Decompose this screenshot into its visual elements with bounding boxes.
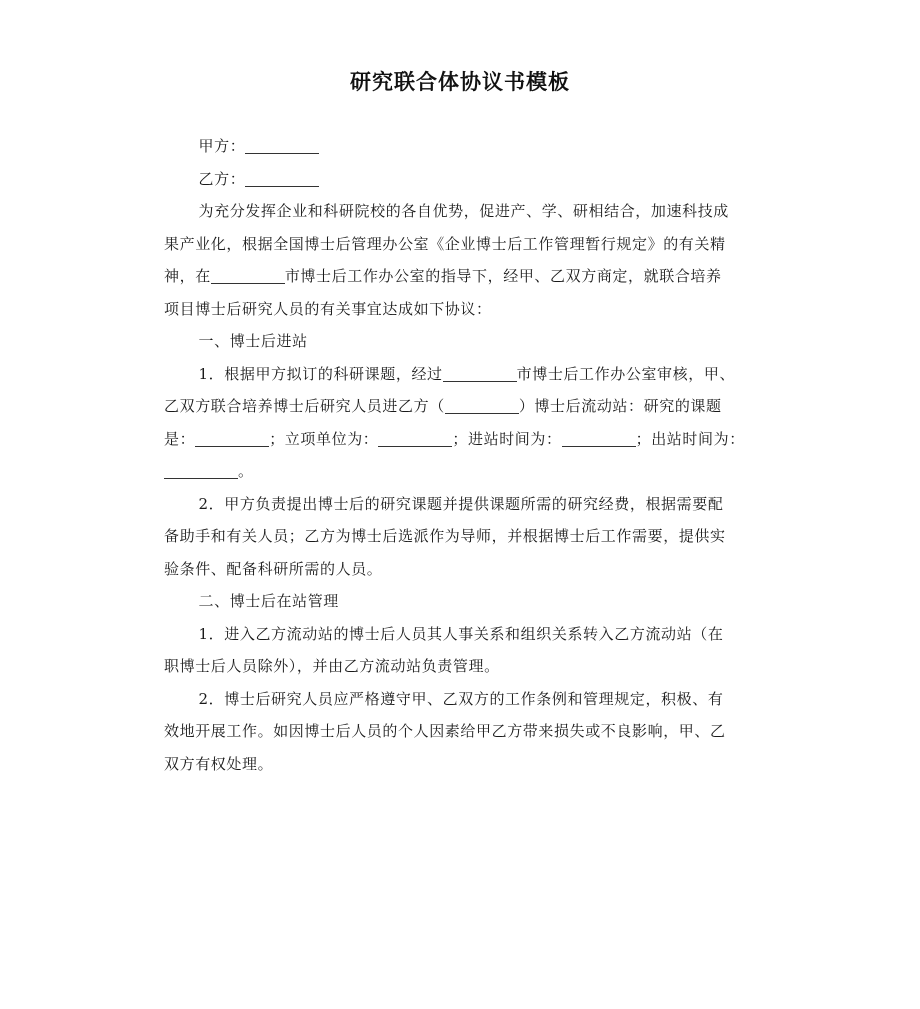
intro-line-3-end: 市博士后工作办公室的指导下，经甲、乙双方商定，就联合培养 — [284, 267, 722, 285]
s1-item2-line-1: 2．甲方负责提出博士后的研究课题并提供课题所需的研究经费，根据需要配 — [198, 494, 724, 513]
intro-line-4: 项目博士后研究人员的有关事宜达成如下协议： — [164, 299, 492, 318]
s1-item1-line-3 — [164, 423, 758, 456]
s2-item1-line-1: 1．进入乙方流动站的博士后人员其人事关系和组织关系转入乙方流动站（在 — [198, 624, 724, 643]
section-1-item-2 — [164, 488, 758, 586]
s2-item2-line-1: 2．博士后研究人员应严格遵守甲、乙双方的工作条例和管理规定，积极、有 — [198, 689, 724, 708]
topic-label: 是： — [164, 429, 196, 448]
s2-item2-line-3: 双方有权处理。 — [164, 754, 274, 773]
intro-line-3-start: 神，在 — [164, 267, 211, 285]
document-body — [164, 130, 758, 780]
section-2-heading: 二、博士后在站管理 — [198, 592, 339, 610]
s2-item1-line-2: 职博士后人员除外），并由乙方流动站负责管理。 — [164, 657, 500, 675]
section-1-item-1 — [164, 358, 758, 488]
s1-item1-line-2-start: 乙双方联合培养博士后研究人员进乙方（ — [164, 397, 445, 415]
exit-time-label: ；出站时间为： — [635, 429, 745, 448]
office-city-blank — [443, 363, 517, 382]
s1-item1-period: 。 — [238, 462, 254, 480]
document-title: 研究联合体协议书模板 — [350, 70, 570, 94]
unit-blank — [378, 428, 452, 447]
intro-paragraph — [164, 195, 758, 325]
party-b-blank — [245, 168, 319, 187]
party-a-line — [164, 130, 758, 163]
s1-item2-line-2: 备助手和有关人员；乙方为博士后选派作为导师，并根据博士后工作需要，提供实 — [164, 527, 726, 545]
section-2-item-2 — [164, 683, 758, 781]
party-b-label: 乙方： — [198, 169, 246, 188]
s2-item2-line-2: 效地开展工作。如因博士后人员的个人因素给甲乙方带来损失或不良影响，甲、乙 — [164, 722, 726, 740]
s1-item1-line-2 — [164, 390, 758, 423]
exit-time-blank — [164, 460, 238, 479]
s1-item1-line-1-end: 市博士后工作办公室审核，甲、 — [516, 364, 736, 383]
s1-item1-line-1-start: 1．根据甲方拟订的科研课题，经过 — [198, 364, 443, 383]
intro-line-3 — [164, 260, 758, 293]
s1-item2-line-3: 验条件、配备科研所需的人员。 — [164, 559, 383, 578]
party-a-label: 甲方： — [198, 137, 246, 155]
intro-line-2: 果产业化，根据全国博士后管理办公室《企业博士后工作管理暂行规定》的有关精 — [164, 234, 726, 253]
entry-time-blank — [562, 428, 636, 447]
section-1-heading: 一、博士后进站 — [198, 332, 308, 350]
intro-line-1: 为充分发挥企业和科研院校的各自优势，促进产、学、研相结合，加速科技成 — [198, 202, 729, 220]
topic-blank — [195, 428, 269, 447]
entry-time-label: ；进站时间为： — [452, 429, 562, 448]
section-2-item-1 — [164, 618, 758, 683]
unit-label: ；立项单位为： — [269, 429, 379, 448]
station-blank — [445, 395, 519, 414]
s1-item1-line-1 — [164, 358, 758, 391]
s1-item1-line-2-end: ）博士后流动站：研究的课题 — [518, 397, 722, 415]
city-blank — [211, 265, 285, 284]
party-b-line — [164, 163, 758, 196]
party-a-blank — [245, 135, 319, 154]
s1-item1-line-4 — [164, 455, 758, 488]
